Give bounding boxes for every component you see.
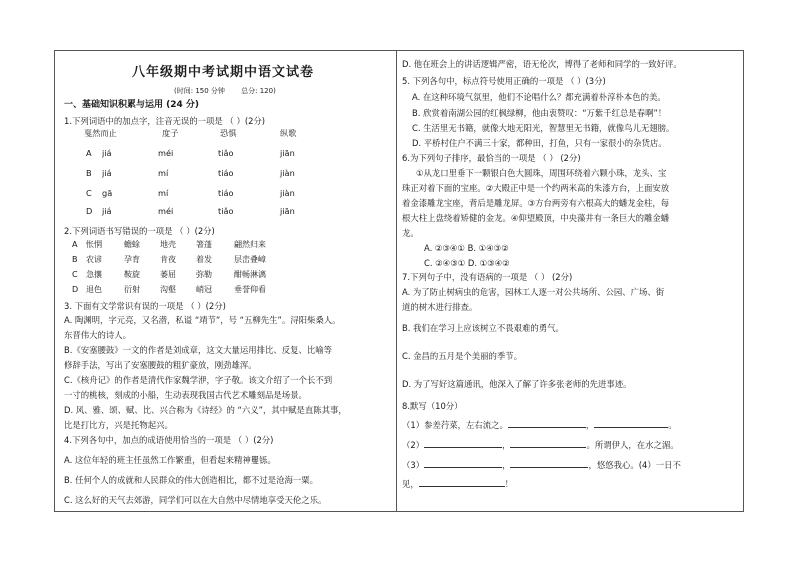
q1-cell: jiàn	[280, 188, 295, 198]
q5-stem: 5. 下列各句中，标点符号使用正确的一项是 （ ）(3分)	[402, 76, 606, 86]
blank-line[interactable]	[594, 419, 668, 428]
q2-cell: 萎屈	[160, 270, 176, 279]
q1-option-label: D	[86, 206, 93, 216]
q8-line-2	[402, 439, 679, 450]
q1-cell: tiáo	[218, 188, 234, 198]
q2-stem: 2.下列词语书写错误的一项是 （ ）(2分)	[64, 226, 215, 236]
q4-option-b: B. 任何个人的成就和人民群众的伟大创造相比，都不过是沧海一粟。	[64, 475, 318, 485]
exam-meta	[174, 86, 290, 96]
q1-cell: jiān	[280, 148, 295, 158]
q1-word: 恐惧	[220, 128, 237, 138]
q8-line-4	[402, 478, 513, 489]
q1-cell: jiá	[102, 206, 112, 216]
q3-option-c: C.《核舟记》的作者是清代作家魏学洢，字子敬。该文介绍了一个长不到	[64, 375, 333, 385]
q1-cell: jiá	[102, 168, 112, 178]
section-1-heading: 一、基础知识积累与运用 (24 分)	[64, 100, 200, 110]
q8-line-2-text: 。所谓伊人，在水之湄。	[586, 440, 679, 450]
q2-cell: 急攘	[86, 270, 102, 279]
q3-option-b: B.《安塞腰鼓》一文的作者是刘成章，这文大量运用排比、反复、比喻等	[64, 345, 333, 355]
q2-cell: 层峦叠嶂	[234, 255, 266, 264]
q1-word: 纵歌	[280, 128, 297, 138]
q6-stem: 6.为下列句子排序，最恰当的一项是 （ ） (2分)	[402, 153, 581, 163]
q1-cell: mí	[158, 188, 169, 198]
q8-comma: ，	[502, 440, 511, 450]
q3-option-c-cont: 一寸的桃核，刻成的小船，生动表现我国古代艺术雕刻品是场景。	[64, 390, 307, 400]
q8-line-2-label: （2）	[402, 440, 425, 450]
q2-cell: 衍射	[124, 285, 140, 294]
q2-option-label: C	[72, 270, 78, 279]
q2-cell: 蟾蜍	[124, 240, 140, 249]
q6-passage-line: 根大柱上盘绕着矫健的金龙。④仰望殿顶，中央藻井有一条巨大的雕金蟠	[402, 213, 670, 223]
q6-passage-line: ①从龙口里垂下一颗银白色大圆珠，周围环绕着六颗小珠，龙头、宝	[416, 168, 667, 178]
q1-cell: méi	[158, 206, 174, 216]
q1-cell: jiān	[280, 206, 295, 216]
q5-option-b: B. 欣赏着南湖公园的红枫绿柳，他由衷赞叹：“万紫千红总是春啊”！	[412, 108, 667, 118]
q7-option-d: D. 为了写好这篇通讯，他深入了解了许多张老师的先进事迹。	[402, 379, 632, 389]
q8-line-4-text: ！	[504, 479, 514, 489]
q1-option-label: A	[86, 148, 92, 158]
q3-option-b-cont: 修辞手法，写出了安塞腰鼓的粗犷豪放，刚劲雄浑。	[64, 360, 257, 370]
q2-cell: 肯夜	[160, 255, 176, 264]
q8-comma: ，	[502, 460, 511, 470]
q8-line-1	[402, 419, 677, 430]
q1-cell: tiǎo	[218, 206, 234, 216]
q1-cell: mí	[158, 168, 169, 178]
q7-option-c: C. 金昌的五月是个美丽的季节。	[402, 351, 523, 361]
q5-option-c: C. 生活里无书籍，就像大地无阳光，智慧里无书籍，就像鸟儿无翅膀。	[412, 123, 675, 133]
q1-cell: jiàn	[280, 168, 295, 178]
q1-word: 戛然而止	[84, 128, 117, 138]
q8-line-3-text: ，悠悠我心。(4）一日不	[588, 460, 681, 470]
q3-option-a: A. 陶渊明，字元亮，又名潜，私谥 “靖节”，号 “五柳先生”。浔阳柴桑人。	[64, 315, 341, 325]
q6-options-ab: A. ②③④① B. ①④③②	[424, 243, 509, 253]
q8-comma: ，	[585, 420, 595, 430]
q7-option-a-cont: 道的树木进行排查。	[402, 302, 478, 312]
q6-passage-line: 珠正对着下面的宝座。②大殿正中是一个约两米高的朱漆方台，上面安放	[402, 183, 670, 193]
q2-cell: 退色	[86, 285, 102, 294]
q6-passage-line: 龙。	[402, 228, 419, 238]
q1-cell: méi	[158, 148, 174, 158]
q6-options-cd: C. ②④③① D. ①③④②	[424, 258, 510, 268]
q1-cell: gā	[102, 188, 113, 198]
q2-cell: 孕育	[124, 255, 140, 264]
q4-stem: 4.下列各句中，加点的成语使用恰当的一项是 （ ）(2分)	[64, 435, 274, 445]
q1-option-label: C	[86, 188, 92, 198]
q2-cell: 酣畅淋漓	[234, 270, 266, 279]
q1-cell: tiáo	[218, 168, 234, 178]
q2-cell: 地壳	[160, 240, 176, 249]
q7-stem: 7.下列句子中，没有语病的一项是 （ ） (2分)	[402, 272, 573, 282]
q2-cell: 鞍旋	[124, 270, 140, 279]
blank-line[interactable]	[419, 478, 505, 487]
q4-option-a: A. 这位年轻的班主任虽然工作繁重，但看起来精神矍铄。	[64, 455, 276, 465]
q2-option-label: D	[72, 285, 79, 294]
column-divider	[396, 50, 397, 512]
q6-passage-line: 着金漆雕龙宝座，背后是雕龙屏。③方台两旁有六根高大的蟠龙金柱，每	[402, 198, 670, 208]
q2-cell: 箸蓬	[196, 240, 212, 249]
q4-option-d: D. 他在班会上的讲话逻辑严密，语无伦次，博得了老师和同学的一致好评。	[402, 59, 682, 69]
q2-cell: 怅惘	[86, 240, 102, 249]
q5-option-a: A. 在这种环境气氛里，他们不论唱什么？都充满着朴淳朴本色的美。	[412, 92, 666, 102]
q1-cell: jiá	[102, 148, 112, 158]
exam-time: (时间: 150 分钟	[174, 87, 225, 95]
blank-line[interactable]	[424, 439, 502, 448]
blank-line[interactable]	[424, 459, 502, 468]
q8-period: 。	[668, 420, 677, 430]
q1-stem: 1.下列词语中的加点字，注音无误的一项是 （ ）(2分)	[64, 116, 266, 126]
q5-option-d: D. 平桥村住户不满三十家，都种田，打鱼，只有一家很小的杂货店。	[412, 138, 667, 148]
q2-cell: 峭冠	[196, 285, 212, 294]
q2-option-label: A	[72, 240, 78, 249]
q2-cell: 翩然归来	[234, 240, 266, 249]
q8-line-3-label: （3）	[402, 460, 425, 470]
blank-line[interactable]	[510, 459, 588, 468]
q1-cell: tiǎo	[218, 148, 234, 158]
q2-cell: 农谚	[86, 255, 102, 264]
q2-option-label: B	[72, 255, 78, 264]
exam-title: 八年级期中考试期中语文试卷	[132, 65, 315, 80]
q8-line-4-label: 见，	[402, 479, 419, 489]
q3-option-d: D. 风、雅、颂、赋、比、兴合称为《诗经》的 “六义”，其中赋是直陈其事，	[64, 405, 347, 415]
q2-cell: 垂誉仰看	[234, 285, 266, 294]
q3-option-a-cont: 东晋伟大的诗人。	[64, 330, 131, 340]
exam-score: 总分: 120)	[241, 87, 276, 95]
q1-word: 度子	[162, 128, 179, 138]
q1-option-label: B	[86, 168, 92, 178]
q8-line-3	[402, 459, 681, 470]
q2-cell: 沟壑	[160, 285, 176, 294]
q2-cell: 着发	[196, 255, 212, 264]
q8-stem: 8.默写（10分）	[402, 401, 463, 411]
q4-option-c: C. 这么好的天气去郊游，同学们可以在大自然中尽情地享受天伦之乐。	[64, 495, 327, 505]
blank-line[interactable]	[508, 419, 586, 428]
q3-option-d-cont: 比是打比方，兴是托物起兴。	[64, 420, 173, 430]
q3-stem: 3. 下面有文学常识有误的一项是 （ ）(2分)	[64, 301, 226, 311]
q7-option-a: A. 为了防止树病虫的危害，园林工人逐一对公共场所、公园、广场、街	[402, 287, 665, 297]
q7-option-b: B. 我们在学习上应该树立不畏艰难的勇气。	[402, 323, 564, 333]
blank-line[interactable]	[510, 439, 586, 448]
q2-cell: 弥勒	[196, 270, 212, 279]
q8-line-1-text: （1）参差荇菜，左右流之。	[402, 420, 508, 430]
